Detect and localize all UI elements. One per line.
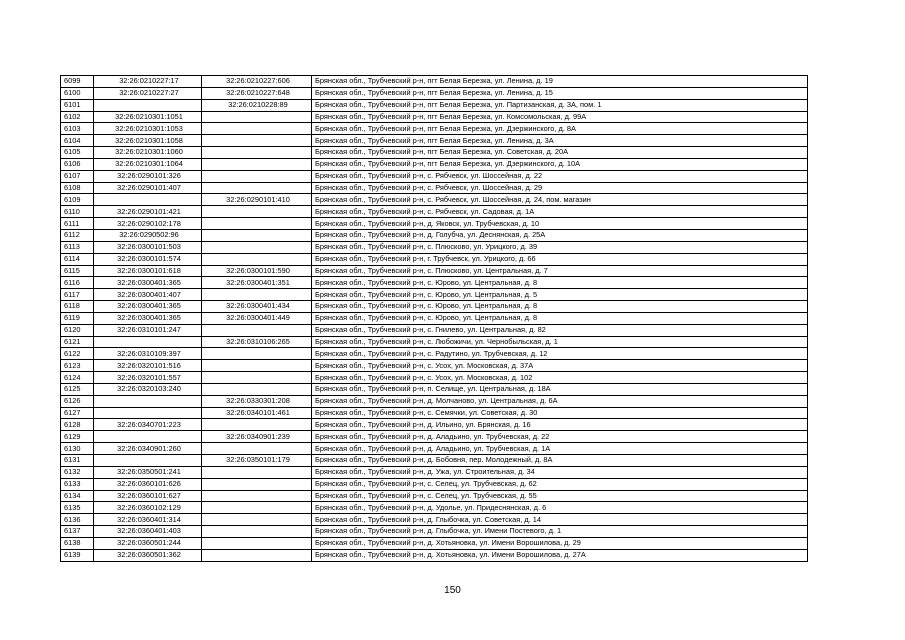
row-number-cell: 6116 bbox=[61, 277, 94, 289]
address-cell: Брянская обл., Трубчевский р-н, пгт Белая Березка, ул. Ленина, д. 19 bbox=[312, 76, 808, 88]
land-cadastral-number-cell: 32:26:0210301:1060 bbox=[94, 147, 202, 159]
row-number-cell: 6125 bbox=[61, 383, 94, 395]
row-number-cell: 6130 bbox=[61, 443, 94, 455]
address-cell: Брянская обл., Трубчевский р-н, д. Ильино, ул. Брянская, д. 16 bbox=[312, 419, 808, 431]
row-number-cell: 6109 bbox=[61, 194, 94, 206]
address-cell: Брянская обл., Трубчевский р-н, д. Ужа, ул. Строительная, д. 34 bbox=[312, 466, 808, 478]
building-cadastral-number-cell bbox=[202, 111, 312, 123]
building-cadastral-number-cell: 32:26:0310106:265 bbox=[202, 336, 312, 348]
table-row bbox=[61, 360, 808, 372]
table-row bbox=[61, 383, 808, 395]
row-number-cell: 6103 bbox=[61, 123, 94, 135]
land-cadastral-number-cell bbox=[94, 336, 202, 348]
row-number-cell: 6100 bbox=[61, 87, 94, 99]
row-number-cell: 6126 bbox=[61, 395, 94, 407]
address-cell: Брянская обл., Трубчевский р-н, д. Молчаново, ул. Центральная, д. 6А bbox=[312, 395, 808, 407]
land-cadastral-number-cell bbox=[94, 455, 202, 467]
address-cell: Брянская обл., Трубчевский р-н, с. Рябчевск, ул. Садовая, д. 1А bbox=[312, 206, 808, 218]
row-number-cell: 6134 bbox=[61, 490, 94, 502]
address-cell: Брянская обл., Трубчевский р-н, д. Хотьяновка, ул. Имени Ворошилова, д. 29 bbox=[312, 537, 808, 549]
building-cadastral-number-cell bbox=[202, 537, 312, 549]
address-cell: Брянская обл., Трубчевский р-н, пгт Белая Березка, ул. Ленина, д. 15 bbox=[312, 87, 808, 99]
land-cadastral-number-cell: 32:26:0300101:503 bbox=[94, 241, 202, 253]
address-cell: Брянская обл., Трубчевский р-н, с. Юрово, ул. Центральная, д. 8 bbox=[312, 301, 808, 313]
address-cell: Брянская обл., Трубчевский р-н, д. Глыбочка, ул. Советская, д. 14 bbox=[312, 514, 808, 526]
table-row bbox=[61, 76, 808, 88]
row-number-cell: 6111 bbox=[61, 218, 94, 230]
land-cadastral-number-cell: 32:26:0300101:618 bbox=[94, 265, 202, 277]
table-row bbox=[61, 123, 808, 135]
land-cadastral-number-cell bbox=[94, 407, 202, 419]
address-cell: Брянская обл., Трубчевский р-н, д. Голубча, ул. Деснянская, д. 25А bbox=[312, 229, 808, 241]
building-cadastral-number-cell bbox=[202, 147, 312, 159]
address-cell: Брянская обл., Трубчевский р-н, п. Селище, ул. Центральная, д. 18А bbox=[312, 383, 808, 395]
table-body bbox=[61, 76, 808, 562]
building-cadastral-number-cell bbox=[202, 514, 312, 526]
table-row bbox=[61, 466, 808, 478]
table-row bbox=[61, 419, 808, 431]
row-number-cell: 6137 bbox=[61, 526, 94, 538]
table-row bbox=[61, 514, 808, 526]
row-number-cell: 6138 bbox=[61, 537, 94, 549]
table-row bbox=[61, 265, 808, 277]
table-row bbox=[61, 490, 808, 502]
land-cadastral-number-cell: 32:26:0350501:241 bbox=[94, 466, 202, 478]
address-cell: Брянская обл., Трубчевский р-н, пгт Белая Березка, ул. Ленина, д. 3А bbox=[312, 135, 808, 147]
land-cadastral-number-cell: 32:26:0300101:574 bbox=[94, 253, 202, 265]
row-number-cell: 6104 bbox=[61, 135, 94, 147]
table-row bbox=[61, 537, 808, 549]
building-cadastral-number-cell bbox=[202, 170, 312, 182]
table-row bbox=[61, 443, 808, 455]
row-number-cell: 6128 bbox=[61, 419, 94, 431]
land-cadastral-number-cell: 32:26:0360401:314 bbox=[94, 514, 202, 526]
table-row bbox=[61, 229, 808, 241]
row-number-cell: 6115 bbox=[61, 265, 94, 277]
row-number-cell: 6105 bbox=[61, 147, 94, 159]
land-cadastral-number-cell: 32:26:0290502:96 bbox=[94, 229, 202, 241]
land-cadastral-number-cell: 32:26:0290101:421 bbox=[94, 206, 202, 218]
address-cell: Брянская обл., Трубчевский р-н, с. Рябчевск, ул. Шоссейная, д. 24, пом. магазин bbox=[312, 194, 808, 206]
address-cell: Брянская обл., Трубчевский р-н, д. Глыбочка, ул. Имени Постевого, д. 1 bbox=[312, 526, 808, 538]
building-cadastral-number-cell bbox=[202, 324, 312, 336]
building-cadastral-number-cell: 32:26:0340901:239 bbox=[202, 431, 312, 443]
building-cadastral-number-cell: 32:26:0290101:410 bbox=[202, 194, 312, 206]
address-cell: Брянская обл., Трубчевский р-н, д. Бобовня, пер. Молодежный, д. 8А bbox=[312, 455, 808, 467]
building-cadastral-number-cell bbox=[202, 549, 312, 561]
table-row bbox=[61, 241, 808, 253]
building-cadastral-number-cell: 32:26:0350101:179 bbox=[202, 455, 312, 467]
land-cadastral-number-cell: 32:26:0300401:365 bbox=[94, 277, 202, 289]
row-number-cell: 6133 bbox=[61, 478, 94, 490]
address-cell: Брянская обл., Трубчевский р-н, с. Юрово, ул. Центральная, д. 5 bbox=[312, 289, 808, 301]
address-cell: Брянская обл., Трубчевский р-н, пгт Белая Березка, ул. Партизанская, д. 3А, пом. 1 bbox=[312, 99, 808, 111]
table-row bbox=[61, 111, 808, 123]
building-cadastral-number-cell bbox=[202, 443, 312, 455]
table-row bbox=[61, 431, 808, 443]
row-number-cell: 6113 bbox=[61, 241, 94, 253]
building-cadastral-number-cell bbox=[202, 158, 312, 170]
land-cadastral-number-cell: 32:26:0300401:365 bbox=[94, 312, 202, 324]
row-number-cell: 6120 bbox=[61, 324, 94, 336]
building-cadastral-number-cell: 32:26:0330301:208 bbox=[202, 395, 312, 407]
address-cell: Брянская обл., Трубчевский р-н, с. Гнилево, ул. Центральная, д. 82 bbox=[312, 324, 808, 336]
address-cell: Брянская обл., Трубчевский р-н, с. Юрово, ул. Центральная, д. 8 bbox=[312, 312, 808, 324]
address-cell: Брянская обл., Трубчевский р-н, с. Любожичи, ул. Чернобыльская, д. 1 bbox=[312, 336, 808, 348]
building-cadastral-number-cell bbox=[202, 419, 312, 431]
building-cadastral-number-cell bbox=[202, 360, 312, 372]
table-row bbox=[61, 395, 808, 407]
building-cadastral-number-cell bbox=[202, 182, 312, 194]
land-cadastral-number-cell: 32:26:0360102:129 bbox=[94, 502, 202, 514]
land-cadastral-number-cell: 32:26:0340901:260 bbox=[94, 443, 202, 455]
table-row bbox=[61, 170, 808, 182]
building-cadastral-number-cell bbox=[202, 478, 312, 490]
address-cell: Брянская обл., Трубчевский р-н, с. Рябчевск, ул. Шоссейная, д. 22 bbox=[312, 170, 808, 182]
address-cell: Брянская обл., Трубчевский р-н, с. Плюсково, ул. Урицкого, д. 39 bbox=[312, 241, 808, 253]
land-cadastral-number-cell: 32:26:0360101:627 bbox=[94, 490, 202, 502]
table-row bbox=[61, 526, 808, 538]
building-cadastral-number-cell bbox=[202, 526, 312, 538]
address-cell: Брянская обл., Трубчевский р-н, д. Аладьино, ул. Трубчевская, д. 22 bbox=[312, 431, 808, 443]
building-cadastral-number-cell: 32:26:0300401:434 bbox=[202, 301, 312, 313]
building-cadastral-number-cell: 32:26:0210228:89 bbox=[202, 99, 312, 111]
table-row bbox=[61, 301, 808, 313]
address-cell: Брянская обл., Трубчевский р-н, с. Селец, ул. Трубчевская, д. 55 bbox=[312, 490, 808, 502]
property-register-table bbox=[60, 75, 808, 562]
land-cadastral-number-cell: 32:26:0320101:557 bbox=[94, 372, 202, 384]
row-number-cell: 6108 bbox=[61, 182, 94, 194]
building-cadastral-number-cell bbox=[202, 241, 312, 253]
table-row bbox=[61, 99, 808, 111]
row-number-cell: 6101 bbox=[61, 99, 94, 111]
row-number-cell: 6119 bbox=[61, 312, 94, 324]
row-number-cell: 6121 bbox=[61, 336, 94, 348]
land-cadastral-number-cell bbox=[94, 99, 202, 111]
building-cadastral-number-cell bbox=[202, 372, 312, 384]
table-row bbox=[61, 324, 808, 336]
address-cell: Брянская обл., Трубчевский р-н, с. Радутино, ул. Трубчевская, д. 12 bbox=[312, 348, 808, 360]
table-row bbox=[61, 549, 808, 561]
building-cadastral-number-cell bbox=[202, 502, 312, 514]
building-cadastral-number-cell bbox=[202, 289, 312, 301]
address-cell: Брянская обл., Трубчевский р-н, д. Аладьино, ул. Трубчевская, д. 1А bbox=[312, 443, 808, 455]
land-cadastral-number-cell: 32:26:0300401:407 bbox=[94, 289, 202, 301]
land-cadastral-number-cell: 32:26:0290101:326 bbox=[94, 170, 202, 182]
table-row bbox=[61, 336, 808, 348]
row-number-cell: 6131 bbox=[61, 455, 94, 467]
land-cadastral-number-cell: 32:26:0210301:1064 bbox=[94, 158, 202, 170]
building-cadastral-number-cell: 32:26:0210227:648 bbox=[202, 87, 312, 99]
address-cell: Брянская обл., Трубчевский р-н, д. Яковск, ул. Трубчевская, д. 10 bbox=[312, 218, 808, 230]
row-number-cell: 6102 bbox=[61, 111, 94, 123]
row-number-cell: 6129 bbox=[61, 431, 94, 443]
land-cadastral-number-cell: 32:26:0210301:1053 bbox=[94, 123, 202, 135]
row-number-cell: 6139 bbox=[61, 549, 94, 561]
table-row bbox=[61, 206, 808, 218]
table-row bbox=[61, 348, 808, 360]
land-cadastral-number-cell: 32:26:0340701:223 bbox=[94, 419, 202, 431]
building-cadastral-number-cell bbox=[202, 218, 312, 230]
land-cadastral-number-cell: 32:26:0290102:178 bbox=[94, 218, 202, 230]
table-row bbox=[61, 289, 808, 301]
land-cadastral-number-cell: 32:26:0210227:27 bbox=[94, 87, 202, 99]
row-number-cell: 6106 bbox=[61, 158, 94, 170]
row-number-cell: 6127 bbox=[61, 407, 94, 419]
row-number-cell: 6123 bbox=[61, 360, 94, 372]
building-cadastral-number-cell: 32:26:0340101:461 bbox=[202, 407, 312, 419]
land-cadastral-number-cell: 32:26:0210227:17 bbox=[94, 76, 202, 88]
row-number-cell: 6110 bbox=[61, 206, 94, 218]
land-cadastral-number-cell: 32:26:0360501:362 bbox=[94, 549, 202, 561]
building-cadastral-number-cell bbox=[202, 490, 312, 502]
building-cadastral-number-cell bbox=[202, 253, 312, 265]
table-row bbox=[61, 182, 808, 194]
address-cell: Брянская обл., Трубчевский р-н, д. Хотьяновка, ул. Имени Ворошилова, д. 27А bbox=[312, 549, 808, 561]
table-row bbox=[61, 158, 808, 170]
row-number-cell: 6112 bbox=[61, 229, 94, 241]
building-cadastral-number-cell: 32:26:0300101:590 bbox=[202, 265, 312, 277]
land-cadastral-number-cell bbox=[94, 395, 202, 407]
row-number-cell: 6136 bbox=[61, 514, 94, 526]
address-cell: Брянская обл., Трубчевский р-н, г. Трубчевск, ул. Урицкого, д. 66 bbox=[312, 253, 808, 265]
address-cell: Брянская обл., Трубчевский р-н, с. Рябчевск, ул. Шоссейная, д. 29 bbox=[312, 182, 808, 194]
land-cadastral-number-cell: 32:26:0210301:1058 bbox=[94, 135, 202, 147]
land-cadastral-number-cell: 32:26:0360401:403 bbox=[94, 526, 202, 538]
building-cadastral-number-cell bbox=[202, 348, 312, 360]
building-cadastral-number-cell bbox=[202, 135, 312, 147]
page-number: 150 bbox=[444, 585, 461, 596]
land-cadastral-number-cell: 32:26:0300401:365 bbox=[94, 301, 202, 313]
table-row bbox=[61, 253, 808, 265]
address-cell: Брянская обл., Трубчевский р-н, пгт Белая Березка, ул. Комсомольская, д. 99А bbox=[312, 111, 808, 123]
table-row bbox=[61, 135, 808, 147]
row-number-cell: 6122 bbox=[61, 348, 94, 360]
table-row bbox=[61, 455, 808, 467]
building-cadastral-number-cell bbox=[202, 466, 312, 478]
address-cell: Брянская обл., Трубчевский р-н, с. Усох, ул. Московская, д. 102 bbox=[312, 372, 808, 384]
table-row bbox=[61, 194, 808, 206]
address-cell: Брянская обл., Трубчевский р-н, пгт Белая Березка, ул. Дзержинского, д. 10А bbox=[312, 158, 808, 170]
building-cadastral-number-cell: 32:26:0210227:606 bbox=[202, 76, 312, 88]
table-row bbox=[61, 147, 808, 159]
table-row bbox=[61, 407, 808, 419]
address-cell: Брянская обл., Трубчевский р-н, с. Плюсково, ул. Центральная, д. 7 bbox=[312, 265, 808, 277]
row-number-cell: 6132 bbox=[61, 466, 94, 478]
row-number-cell: 6099 bbox=[61, 76, 94, 88]
table-row bbox=[61, 502, 808, 514]
address-cell: Брянская обл., Трубчевский р-н, с. Селец, ул. Трубчевская, д. 62 bbox=[312, 478, 808, 490]
building-cadastral-number-cell bbox=[202, 206, 312, 218]
land-cadastral-number-cell: 32:26:0310109:397 bbox=[94, 348, 202, 360]
address-cell: Брянская обл., Трубчевский р-н, с. Юрово, ул. Центральная, д. 8 bbox=[312, 277, 808, 289]
row-number-cell: 6117 bbox=[61, 289, 94, 301]
address-cell: Брянская обл., Трубчевский р-н, с. Семячки, ул. Советская, д. 30 bbox=[312, 407, 808, 419]
building-cadastral-number-cell bbox=[202, 229, 312, 241]
table-row bbox=[61, 312, 808, 324]
land-cadastral-number-cell: 32:26:0320101:516 bbox=[94, 360, 202, 372]
row-number-cell: 6124 bbox=[61, 372, 94, 384]
address-cell: Брянская обл., Трубчевский р-н, пгт Белая Березка, ул. Советская, д. 20А bbox=[312, 147, 808, 159]
land-cadastral-number-cell: 32:26:0360501:244 bbox=[94, 537, 202, 549]
table-row bbox=[61, 372, 808, 384]
row-number-cell: 6107 bbox=[61, 170, 94, 182]
building-cadastral-number-cell: 32:26:0300401:351 bbox=[202, 277, 312, 289]
land-cadastral-number-cell: 32:26:0310101:247 bbox=[94, 324, 202, 336]
table-row bbox=[61, 277, 808, 289]
building-cadastral-number-cell bbox=[202, 383, 312, 395]
land-cadastral-number-cell: 32:26:0360101:626 bbox=[94, 478, 202, 490]
land-cadastral-number-cell bbox=[94, 194, 202, 206]
table-row bbox=[61, 218, 808, 230]
row-number-cell: 6135 bbox=[61, 502, 94, 514]
address-cell: Брянская обл., Трубчевский р-н, д. Удолье, ул. Придеснянская, д. 6 bbox=[312, 502, 808, 514]
address-cell: Брянская обл., Трубчевский р-н, с. Усох, ул. Московская, д. 37А bbox=[312, 360, 808, 372]
row-number-cell: 6114 bbox=[61, 253, 94, 265]
building-cadastral-number-cell: 32:26:0300401:449 bbox=[202, 312, 312, 324]
table-row bbox=[61, 87, 808, 99]
land-cadastral-number-cell: 32:26:0320103:240 bbox=[94, 383, 202, 395]
row-number-cell: 6118 bbox=[61, 301, 94, 313]
building-cadastral-number-cell bbox=[202, 123, 312, 135]
table-row bbox=[61, 478, 808, 490]
land-cadastral-number-cell: 32:26:0290101:407 bbox=[94, 182, 202, 194]
land-cadastral-number-cell: 32:26:0210301:1051 bbox=[94, 111, 202, 123]
address-cell: Брянская обл., Трубчевский р-н, пгт Белая Березка, ул. Дзержинского, д. 8А bbox=[312, 123, 808, 135]
land-cadastral-number-cell bbox=[94, 431, 202, 443]
